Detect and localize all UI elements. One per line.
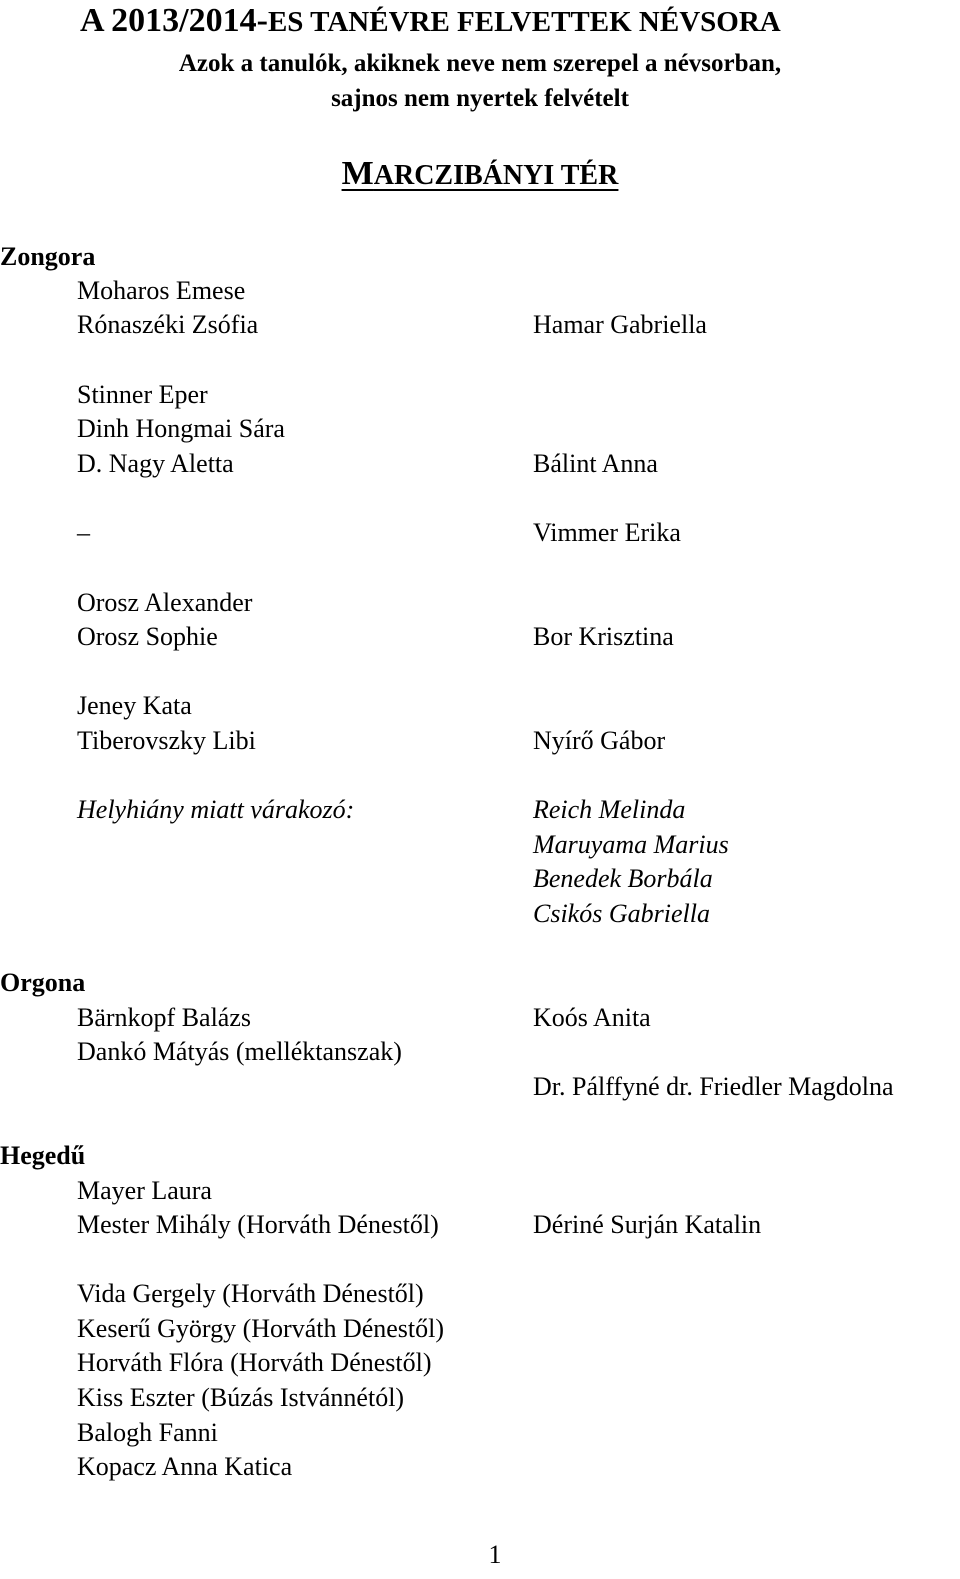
- student-name: Kiss Eszter (Búzás Istvánnétól): [77, 1383, 405, 1412]
- student-name: Keserű György (Horváth Dénestől): [77, 1314, 445, 1343]
- waiting-student-name: Benedek Borbála: [533, 864, 713, 893]
- waiting-student-name: Csikós Gabriella: [533, 899, 710, 928]
- student-name: Kopacz Anna Katica: [77, 1452, 293, 1481]
- document-title: [80, 2, 781, 40]
- student-name: Dinh Hongmai Sára: [77, 414, 285, 443]
- student-name: Jeney Kata: [77, 691, 192, 720]
- title-prefix: A 2013/2014-: [80, 2, 268, 39]
- student-name: Stinner Eper: [77, 380, 208, 409]
- teacher-name: Dr. Pálffyné dr. Friedler Magdolna: [533, 1072, 894, 1101]
- student-name: Orosz Sophie: [77, 622, 218, 651]
- waiting-student-name: Maruyama Marius: [533, 830, 729, 859]
- teacher-name: Koós Anita: [533, 1003, 651, 1032]
- teacher-name: Hamar Gabriella: [533, 310, 707, 339]
- teacher-name: Dériné Surján Katalin: [533, 1210, 762, 1239]
- student-name: Horváth Flóra (Horváth Dénestől): [77, 1348, 432, 1377]
- student-name: Moharos Emese: [77, 276, 246, 305]
- location-rest: ARCZIBÁNYI TÉR: [373, 160, 619, 191]
- student-name: Mester Mihály (Horváth Dénestől): [77, 1210, 439, 1239]
- title-smallcaps: ES TANÉVRE FELVETTEK NÉVSORA: [267, 6, 781, 38]
- student-name: Vida Gergely (Horváth Dénestől): [77, 1279, 424, 1308]
- location-initial: M: [341, 155, 374, 192]
- student-name: Tiberovszky Libi: [77, 726, 256, 755]
- dash-placeholder: –: [77, 518, 90, 547]
- student-name: Orosz Alexander: [77, 588, 253, 617]
- student-name: Mayer Laura: [77, 1176, 212, 1205]
- student-name: D. Nagy Aletta: [77, 449, 234, 478]
- subtitle-line-2: sajnos nem nyertek felvételt: [331, 85, 629, 112]
- section-heading-hegedu: Hegedű: [0, 1141, 86, 1170]
- student-name: Dankó Mátyás (melléktanszak): [77, 1037, 402, 1066]
- subtitle-line-1: Azok a tanulók, akiknek neve nem szerepel a névsorban,: [178, 50, 782, 77]
- teacher-name: Nyírő Gábor: [533, 726, 666, 755]
- section-heading-zongora: Zongora: [0, 242, 96, 271]
- student-name: Bärnkopf Balázs: [77, 1003, 252, 1032]
- waiting-list-label: Helyhiány miatt várakozó:: [77, 795, 355, 824]
- location-heading: [0, 155, 960, 193]
- page-number: 1: [488, 1540, 502, 1569]
- teacher-name: Bálint Anna: [533, 449, 658, 478]
- teacher-name: Vimmer Erika: [533, 518, 681, 547]
- student-name: Balogh Fanni: [77, 1418, 218, 1447]
- teacher-name: Bor Krisztina: [533, 622, 674, 651]
- student-name: Rónaszéki Zsófia: [77, 310, 259, 339]
- waiting-student-name: Reich Melinda: [533, 795, 686, 824]
- section-heading-orgona: Orgona: [0, 968, 86, 997]
